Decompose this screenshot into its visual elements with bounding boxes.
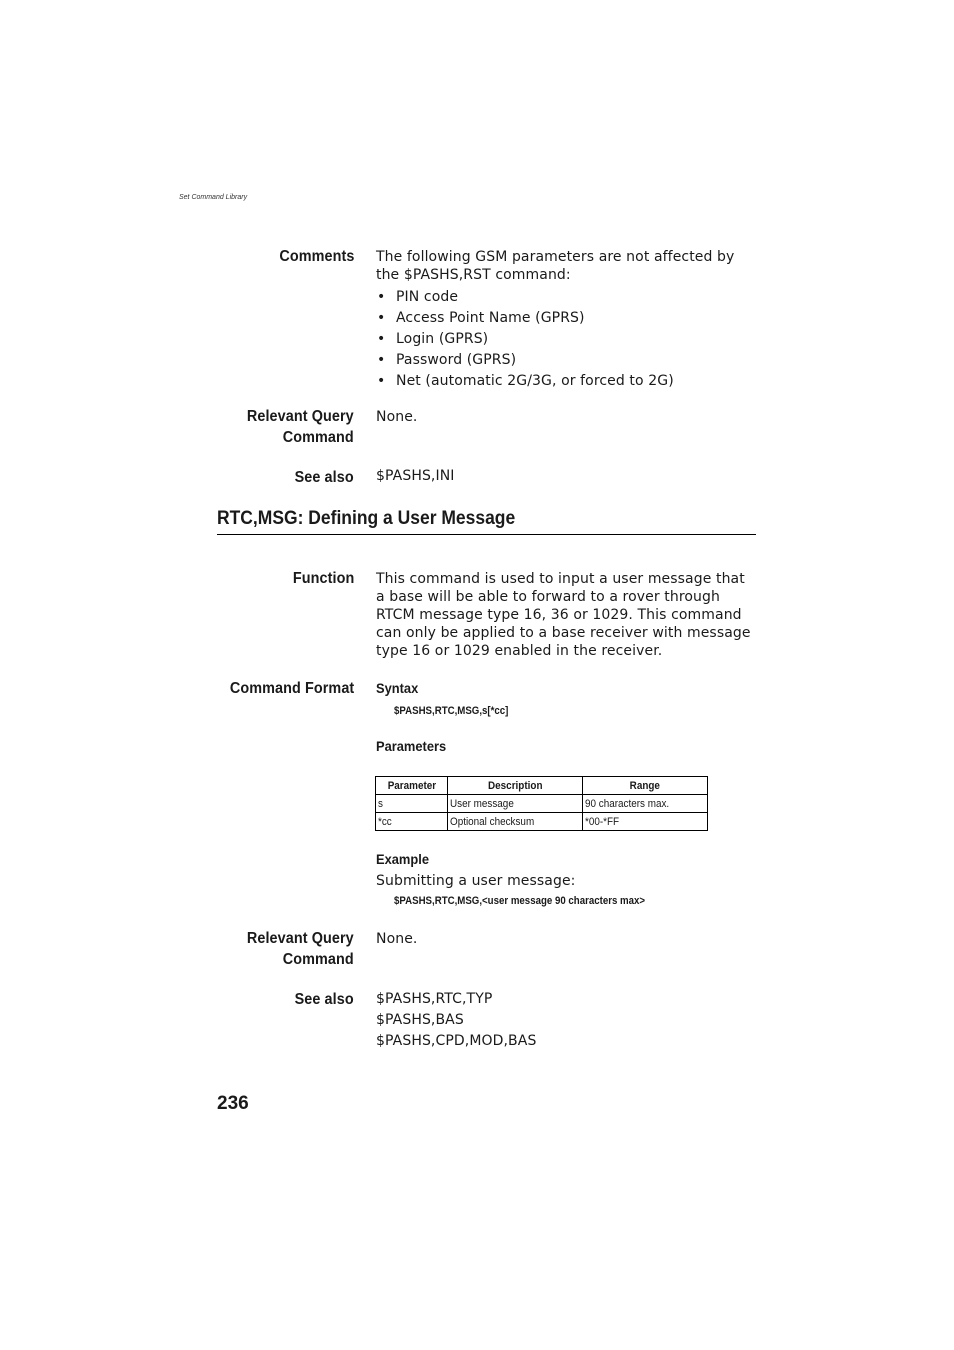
see-also-list <box>376 466 455 487</box>
table-cell: s <box>376 795 448 813</box>
running-header: Set Command Library <box>179 194 248 201</box>
column-header: Range <box>583 777 708 795</box>
list-item: • Login (GPRS) <box>376 329 756 350</box>
example-heading: Example <box>376 851 429 867</box>
example-code: $PASHS,RTC,MSG,<user message 90 characters max> <box>394 895 646 907</box>
table-cell: User message <box>448 795 583 813</box>
list-item: • Password (GPRS) <box>376 350 756 371</box>
column-header: Parameter <box>376 777 448 795</box>
comments-list <box>376 287 756 392</box>
relevant-query-label-2: Relevant Query Command <box>247 930 354 968</box>
see-also-item: $PASHS,RTC,TYP <box>376 991 493 1007</box>
table-cell: *cc <box>376 813 448 831</box>
command-format-label: Command Format <box>229 680 354 697</box>
example-text: Submitting a user message: <box>376 873 576 889</box>
comments-label: Comments <box>278 248 354 265</box>
relevant-query-label: Relevant Query Command <box>247 408 354 446</box>
syntax-code: $PASHS,RTC,MSG,s[*cc] <box>394 705 509 717</box>
list-item: • Net (automatic 2G/3G, or forced to 2G) <box>376 371 756 392</box>
table-cell: 90 characters max. <box>583 795 708 813</box>
comments-intro: The following GSM parameters are not affected by the $PASHS,RST command: <box>376 249 735 283</box>
see-also-item: $PASHS,INI <box>376 468 455 484</box>
function-label: Function <box>292 570 354 587</box>
see-also-list-2 <box>376 989 536 1052</box>
table-row <box>376 795 708 813</box>
page-number: 236 <box>217 1093 249 1114</box>
table-cell: *00-*FF <box>583 813 708 831</box>
see-also-label-2: See also <box>294 991 354 1008</box>
list-item: • Access Point Name (GPRS) <box>376 308 756 329</box>
see-also-label: See also <box>294 469 354 486</box>
relevant-query-value-2: None. <box>376 931 418 947</box>
table-row <box>376 813 708 831</box>
syntax-heading: Syntax <box>376 680 419 696</box>
function-text: This command is used to input a user message that a base will be able to forward to a rover through RTCM message type 16, 36 or 1029. This command can only be applied to a base receiver with message type 16 or 1029 enabled in the receiver. <box>376 571 751 659</box>
relevant-query-value: None. <box>376 409 418 425</box>
section-heading: RTC,MSG: Defining a User Message <box>217 506 756 535</box>
comments-body <box>376 248 756 392</box>
see-also-item: $PASHS,BAS <box>376 1012 464 1028</box>
table-cell: Optional checksum <box>448 813 583 831</box>
see-also-item: $PASHS,CPD,MOD,BAS <box>376 1033 537 1049</box>
parameters-heading: Parameters <box>376 738 447 754</box>
table-header-row <box>376 777 708 795</box>
list-item: • PIN code <box>376 287 756 308</box>
column-header: Description <box>448 777 583 795</box>
parameters-table <box>375 776 708 831</box>
